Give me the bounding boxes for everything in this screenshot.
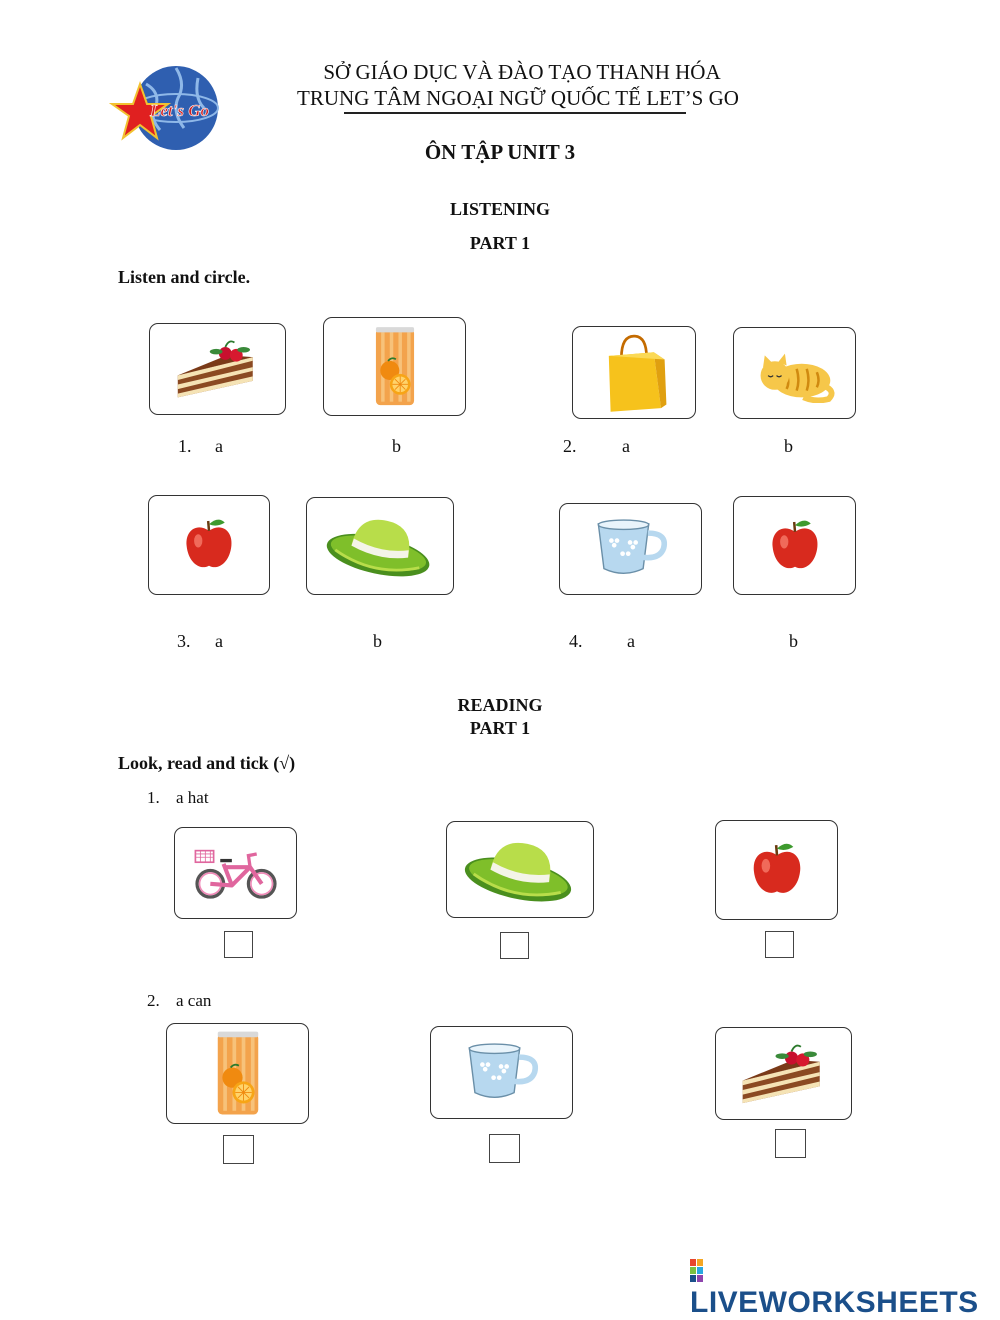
reading-item2-text: a can (176, 991, 212, 1010)
listening-q2-a-label[interactable]: a (622, 436, 630, 456)
listening-q2-option-a-image[interactable] (572, 326, 696, 419)
reading-part: PART 1 (469, 718, 531, 738)
apple-icon (180, 516, 238, 574)
listening-q2-b-label[interactable]: b (784, 436, 793, 456)
bag-icon (598, 332, 670, 414)
listening-q1-b-label[interactable]: b (392, 436, 401, 456)
header-underline (344, 112, 686, 114)
cake-icon (172, 337, 264, 401)
liveworksheets-brand[interactable] (690, 1252, 1000, 1320)
liveworksheets-text: LIVEWORKSHEETS (690, 1286, 979, 1319)
reading-item2-number: 2. (147, 991, 160, 1010)
reading-item1-text: a hat (176, 788, 209, 807)
listening-q2-number: 2. (563, 436, 577, 456)
listening-q3-option-a-image[interactable] (148, 495, 270, 595)
listening-q4-b-label[interactable]: b (789, 631, 798, 651)
listening-part: PART 1 (469, 233, 531, 253)
reading-item1-option2-image (446, 821, 594, 918)
listening-q3-number: 3. (177, 631, 191, 651)
cup-icon (460, 1040, 544, 1106)
reading-item2-option2-image (430, 1026, 573, 1119)
cake-icon (737, 1041, 831, 1107)
reading-item1-option3-image (715, 820, 838, 920)
reading-item1-option1-image (174, 827, 297, 919)
reading-item1-tickbox-3[interactable] (765, 931, 794, 958)
liveworksheets-logo-icon (690, 1257, 712, 1283)
listening-instruction: Listen and circle. (118, 267, 251, 287)
reading-item2-option1-image (166, 1023, 309, 1124)
header-line1: SỞ GIÁO DỤC VÀ ĐÀO TẠO THANH HÓA (323, 60, 721, 84)
listening-q4-number: 4. (569, 631, 583, 651)
reading-instruction: Look, read and tick (√) (118, 753, 296, 773)
listening-q1-option-a-image[interactable] (149, 323, 286, 415)
listening-q3-option-b-image[interactable] (306, 497, 454, 595)
listening-q4-a-label[interactable]: a (627, 631, 635, 651)
apple-icon (747, 840, 807, 900)
logo-text: Let's Go (150, 101, 210, 120)
listening-q4-option-a-image[interactable] (559, 503, 702, 595)
listening-q3-a-label[interactable]: a (215, 631, 223, 651)
reading-item2-tickbox-2[interactable] (489, 1134, 520, 1163)
cat-icon (753, 343, 837, 403)
listening-q1-a-label[interactable]: a (215, 436, 223, 456)
listening-q4-option-b-image[interactable] (733, 496, 856, 595)
reading-item1-tickbox-1[interactable] (224, 931, 253, 958)
orange-can-icon (210, 1028, 266, 1120)
reading-item2-tickbox-3[interactable] (775, 1129, 806, 1158)
reading-item1-number: 1. (147, 788, 160, 807)
listening-q3-b-label[interactable]: b (373, 631, 382, 651)
reading-item2-tickbox-1[interactable] (223, 1135, 254, 1164)
header-line2: TRUNG TÂM NGOẠI NGỮ QUỐC TẾ LET’S GO (297, 86, 739, 110)
cup-icon (589, 516, 673, 582)
hat-icon (324, 508, 436, 584)
orange-can-icon (369, 323, 421, 411)
reading-heading: READING (457, 695, 543, 715)
reading-item2-option3-image (715, 1027, 852, 1120)
page-title: ÔN TẬP UNIT 3 (424, 140, 576, 164)
listening-q1-option-b-image[interactable] (323, 317, 466, 416)
hat-icon (462, 831, 578, 909)
reading-item1-tickbox-2[interactable] (500, 932, 529, 959)
listening-heading: LISTENING (449, 199, 551, 219)
bike-icon (190, 844, 282, 902)
listening-q1-number: 1. (178, 436, 192, 456)
apple-icon (766, 517, 824, 575)
listening-q2-option-b-image[interactable] (733, 327, 856, 419)
